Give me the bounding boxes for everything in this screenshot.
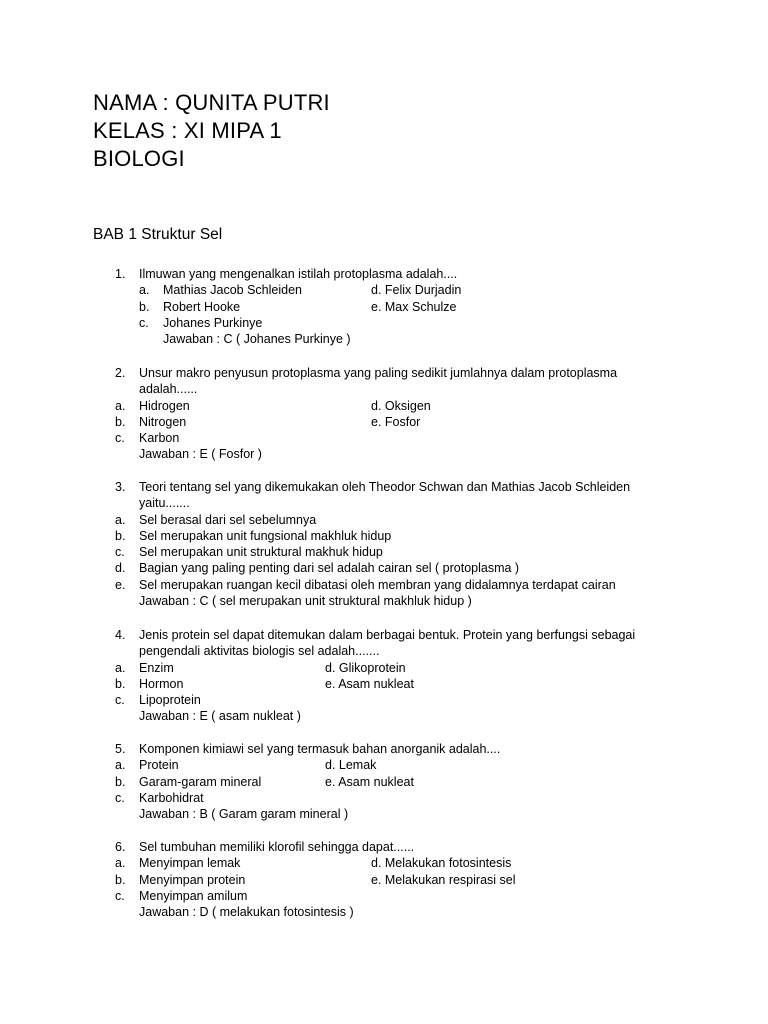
option-d: d. Lemak	[325, 758, 377, 773]
question-number: 1.	[115, 267, 126, 281]
question-number: 6.	[115, 840, 126, 854]
option-e: e. Melakukan respirasi sel	[371, 872, 516, 887]
student-header	[93, 89, 330, 173]
option-d: d. Oksigen	[371, 398, 431, 413]
option-d: d. Glikoprotein	[325, 660, 406, 675]
question-number: 3.	[115, 480, 126, 494]
chapter-title: BAB 1 Struktur Sel	[93, 226, 223, 243]
option-e: e. Fosfor	[371, 414, 421, 429]
option-e: e. Max Schulze	[371, 299, 457, 314]
option-d: d. Melakukan fotosintesis	[371, 856, 512, 871]
option-e: e. Asam nukleat	[325, 774, 414, 789]
subject-title: BIOLOGI	[93, 146, 185, 171]
question-number: 2.	[115, 366, 126, 380]
option-e: e. Asam nukleat	[325, 676, 414, 691]
question-number: 4.	[115, 628, 126, 642]
student-name: NAMA : QUNITA PUTRI	[93, 90, 330, 115]
student-class: KELAS : XI MIPA 1	[93, 118, 282, 143]
option-d: d. Felix Durjadin	[371, 283, 462, 298]
question-number: 5.	[115, 742, 126, 756]
document-page: NAMA : QUNITA PUTRI KELAS : XI MIPA 1 BIOLOGI BAB 1 Struktur Sel 1. Ilmuwan yang mengenalkan istilah protoplasma adalah.... a. Mathias Jacob Schleiden d. Felix Durjadin b. Robert Hooke e. Max Schulze c. Johanes Purkinye Jawaban : C ( Johanes Purkinye ) 2. Unsur makro penyusun protoplasma yang paling sedikit jumlahnya dalam protoplasma adalah...... a. Hidrogen d. Oksigen b. Nitrogen e. Fosfor c. Karbon Jawaban : E ( Fosfor ) 3. Teori tentang sel yang dikemukakan oleh Theodor Schwan dan Mathias Jacob Schleiden yaitu....... a. Sel berasal dari sel sebelumnya b. Sel merupakan unit fungsional makhluk hidup c. Sel merupakan unit struktural makhuk hidup d. Bagian yang paling penting dari sel adalah cairan sel ( protoplasma ) e. Sel merupakan ruangan kecil dibatasi oleh membran yang didalamnya terdapat cairan Jawaban : C ( sel merupakan unit struktural makhluk hidup ) 4. Jenis protein sel dapat ditemukan dalam berbagai bentuk. Protein yang berfungsi sebagai pengendali aktivitas biologis sel adalah....... a. Enzim d. Glikoprotein b. Hormon e. Asam nukleat c. Lipoprotein Jawaban : E ( asam nukleat ) 5. Komponen kimiawi sel yang termasuk bahan anorganik adalah.... a. Protein d. Lemak b. Garam-garam mineral e. Asam nukleat c. Karbohidrat Jawaban : B ( Garam garam mineral ) 6. Sel tumbuhan memiliki klorofil sehingga dapat...... a. Menyimpan lemak d. Melakukan fotosintesis b. Menyimpan protein e. Melakukan respirasi sel c. Menyimpan amilum Jawaban : D ( melakukan fotosintesis )	[93, 90, 636, 920]
